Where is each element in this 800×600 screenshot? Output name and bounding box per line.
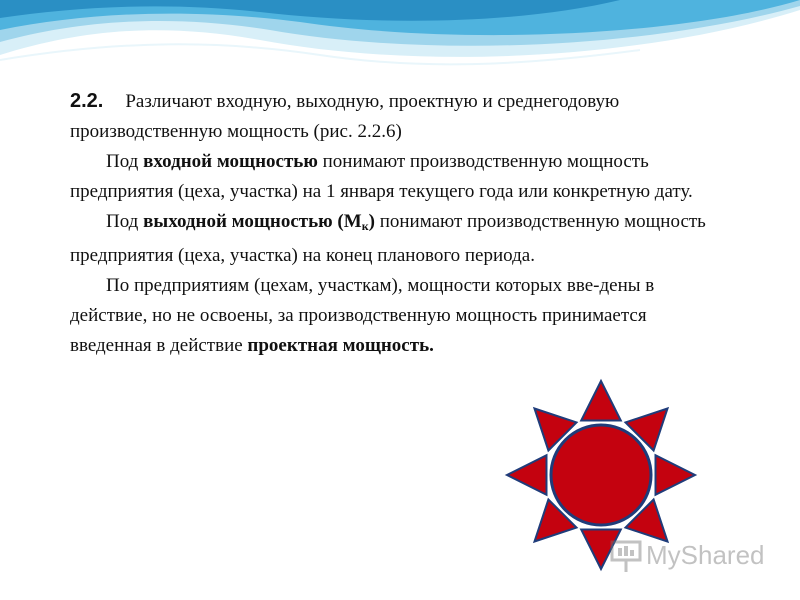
input-capacity-paragraph — [70, 147, 730, 207]
header-wave-decoration — [0, 0, 800, 90]
sun-ray — [581, 381, 621, 421]
output-capacity-definition: понимают производственную мощность предприятия (цеха, участка) на конец планового периода. — [70, 211, 706, 266]
sun-ray — [507, 455, 547, 495]
project-capacity-paragraph — [70, 271, 730, 361]
project-capacity-text: По предприятиям (цехам, участкам), мощности которых вве-дены в действие, но не освоены, за производственную мощность принимается введенная в действие — [70, 275, 655, 356]
watermark-text: MyShared — [646, 540, 765, 570]
main-text — [70, 86, 730, 361]
input-capacity-term: входной мощностью — [143, 151, 318, 172]
output-term-text: выходной мощностью (М — [143, 211, 362, 232]
output-capacity-paragraph — [70, 207, 730, 271]
watermark — [610, 538, 780, 578]
input-pre: Под — [106, 151, 144, 172]
section-number: 2.2. — [70, 90, 104, 112]
output-capacity-term — [143, 211, 375, 232]
presentation-icon — [610, 538, 642, 574]
sun-ray — [656, 455, 696, 495]
intro-paragraph — [70, 86, 730, 147]
output-term-subscript: к — [361, 219, 369, 233]
sun-disc — [551, 425, 651, 525]
intro-text: Различают входную, выходную, проектную и среднегодовую производственную мощность (рис. 2.2.6) — [70, 91, 620, 142]
output-pre: Под — [106, 211, 144, 232]
input-capacity-definition: понимают производственную мощность предприятия (цеха, участка) на 1 января текущего года или конкретную дату. — [70, 151, 693, 202]
output-term-end: ) — [368, 211, 375, 232]
project-capacity-term: проектная мощность. — [247, 335, 434, 356]
